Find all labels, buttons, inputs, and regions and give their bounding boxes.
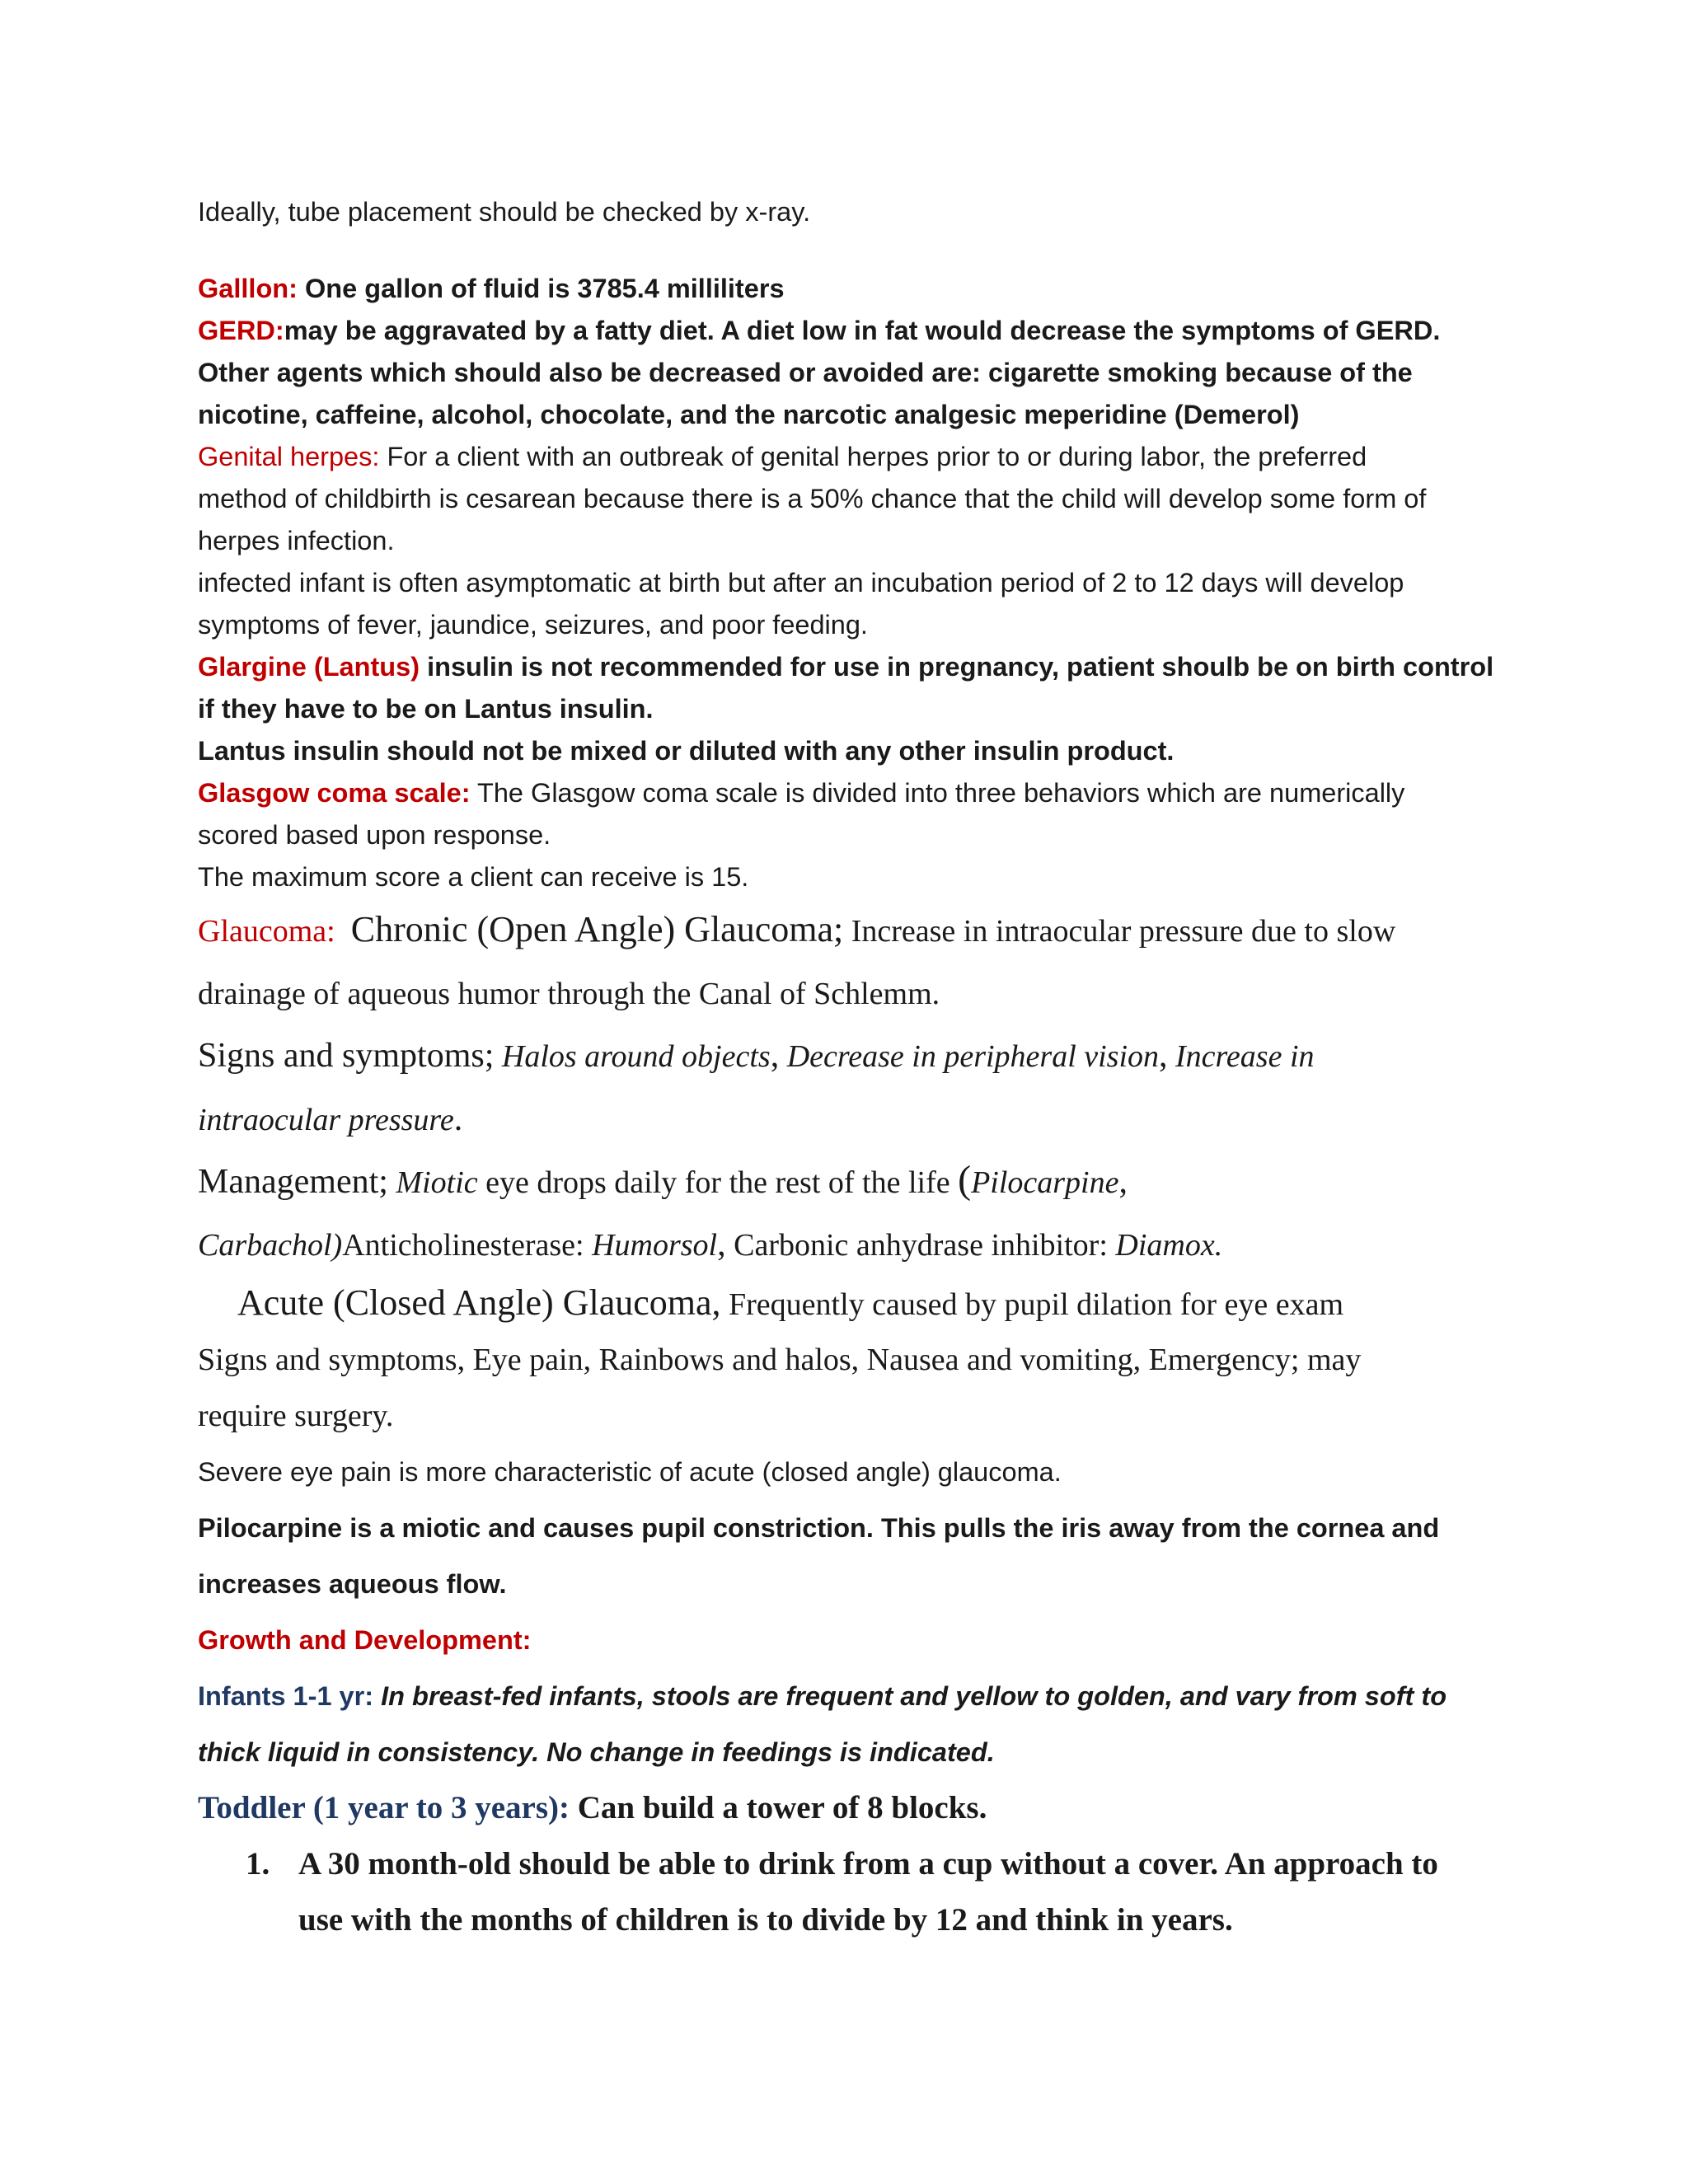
herpes-term: Genital herpes: bbox=[198, 442, 380, 471]
herpes-line-4: infected infant is often asymptomatic at birth but after an incubation period of 2 to 12 days will develop bbox=[198, 568, 1404, 598]
list-item-line-2: use with the months of children is to divide by 12 and think in years. bbox=[298, 1902, 1233, 1938]
gallon-text: One gallon of fluid is 3785.4 milliliters bbox=[297, 274, 785, 303]
document-content bbox=[198, 191, 1500, 1948]
management-miotic: Miotic bbox=[387, 1165, 478, 1200]
glargine-line-1: insulin is not recommended for use in pregnancy, patient shoulb be on birth control bbox=[420, 652, 1494, 682]
infants-entry bbox=[198, 1668, 1500, 1724]
herpes-line-3: herpes infection. bbox=[198, 526, 395, 555]
list-item-line-1: A 30 month-old should be able to drink from a cup without a cover. An approach to bbox=[298, 1846, 1438, 1882]
glasgow-term: Glasgow coma scale: bbox=[198, 778, 471, 808]
glargine-term: Glargine (Lantus) bbox=[198, 652, 420, 682]
management-paren: ( bbox=[958, 1158, 972, 1202]
management-carbonic: Carbonic anhydrase inhibitor: bbox=[725, 1228, 1116, 1263]
chronic-glaucoma-title: Chronic (Open Angle) Glaucoma; bbox=[350, 909, 844, 949]
symptom-comma-2: , bbox=[1159, 1037, 1168, 1075]
toddler-entry bbox=[198, 1780, 1500, 1836]
gallon-entry bbox=[198, 268, 1500, 310]
signs-semicolon: ; bbox=[484, 1037, 495, 1075]
list-item bbox=[198, 1836, 1500, 1948]
glasgow-line-1: The Glasgow coma scale is divided into three behaviors which are numerically bbox=[470, 778, 1405, 808]
management-anticholinesterase: Anticholinesterase: bbox=[342, 1228, 593, 1263]
gerd-line-3: nicotine, caffeine, alcohol, chocolate, and the narcotic analgesic meperidine (Demerol) bbox=[198, 400, 1300, 429]
glaucoma-entry bbox=[198, 898, 1500, 963]
list-item-number: 1. bbox=[246, 1846, 270, 1882]
pilocarpine-line-1: Pilocarpine is a miotic and causes pupil constriction. This pulls the iris away from the cornea and bbox=[198, 1513, 1440, 1543]
management-semicolon: ; bbox=[378, 1163, 388, 1201]
management-label: Management bbox=[198, 1163, 379, 1201]
infants-line-1: In breast-fed infants, stools are frequent and yellow to golden, and vary from soft to bbox=[373, 1681, 1447, 1711]
acute-glaucoma-title: Acute (Closed Angle) Glaucoma, bbox=[237, 1282, 721, 1323]
symptom-pressure-cont: intraocular pressure bbox=[198, 1103, 454, 1137]
chronic-glaucoma-desc: Increase in intraocular pressure due to slow bbox=[843, 914, 1396, 949]
chronic-signs-symptoms bbox=[198, 1025, 1500, 1088]
management-carbachol: Carbachol) bbox=[198, 1228, 343, 1263]
management-text: eye drops daily for the rest of the life bbox=[477, 1165, 959, 1200]
management-comma: , bbox=[1118, 1163, 1128, 1201]
gerd-entry bbox=[198, 310, 1500, 352]
management-comma-2: , bbox=[717, 1226, 726, 1263]
symptom-pressure: Increase in bbox=[1167, 1039, 1315, 1074]
spacer bbox=[198, 233, 1500, 268]
herpes-entry bbox=[198, 436, 1500, 478]
management-line-2 bbox=[198, 1213, 1500, 1276]
acute-glaucoma-entry bbox=[198, 1276, 1500, 1332]
chronic-glaucoma-line-2: drainage of aqueous humor through the Canal of Schlemm. bbox=[198, 977, 940, 1011]
gallon-term: Galllon bbox=[198, 274, 289, 303]
glasgow-entry bbox=[198, 772, 1500, 814]
symptom-period: . bbox=[453, 1100, 463, 1138]
herpes-line-2: method of childbirth is cesarean because there is a 50% chance that the child will develop some form of bbox=[198, 484, 1427, 513]
gallon-colon: : bbox=[288, 274, 298, 303]
gerd-term: GERD: bbox=[198, 316, 284, 345]
management-pilocarpine: Pilocarpine bbox=[971, 1165, 1119, 1200]
glasgow-line-2: scored based upon response. bbox=[198, 820, 551, 850]
toddler-list bbox=[198, 1836, 1500, 1948]
growth-heading: Growth and Development: bbox=[198, 1625, 532, 1655]
toddler-label: Toddler (1 year to 3 years): bbox=[198, 1790, 570, 1825]
symptom-comma-1: , bbox=[770, 1037, 780, 1075]
management-humorsol: Humorsol bbox=[592, 1228, 718, 1263]
glargine-line-3: Lantus insulin should not be mixed or diluted with any other insulin product. bbox=[198, 736, 1175, 766]
gerd-line-2: Other agents which should also be decreased or avoided are: cigarette smoking because of the bbox=[198, 358, 1413, 387]
glargine-entry bbox=[198, 646, 1500, 688]
management-diamox: Diamox. bbox=[1115, 1228, 1223, 1263]
herpes-line-5: symptoms of fever, jaundice, seizures, and poor feeding. bbox=[198, 610, 868, 640]
glasgow-line-3: The maximum score a client can receive is 15. bbox=[198, 862, 749, 892]
infants-label: Infants 1-1 yr: bbox=[198, 1681, 374, 1711]
chronic-signs-line-2 bbox=[198, 1088, 1500, 1151]
acute-glaucoma-desc: Frequently caused by pupil dilation for eye exam bbox=[720, 1287, 1344, 1322]
tube-placement-text: Ideally, tube placement should be checked by x-ray. bbox=[198, 197, 811, 227]
pilocarpine-line-2: increases aqueous flow. bbox=[198, 1569, 507, 1599]
symptom-peripheral: Decrease in peripheral vision bbox=[779, 1039, 1160, 1074]
infants-line-2: thick liquid in consistency. No change in feedings is indicated. bbox=[198, 1737, 995, 1767]
signs-label: Signs and symptoms bbox=[198, 1037, 485, 1075]
toddler-text: Can build a tower of 8 blocks. bbox=[569, 1790, 987, 1825]
symptom-halos: Halos around objects bbox=[494, 1039, 771, 1074]
acute-signs-line-2: require surgery. bbox=[198, 1399, 394, 1433]
acute-signs-line-1: Signs and symptoms, Eye pain, Rainbows and halos, Nausea and vomiting, Emergency; may bbox=[198, 1343, 1362, 1377]
glaucoma-term: Glaucoma: bbox=[198, 914, 335, 949]
glargine-line-2: if they have to be on Lantus insulin. bbox=[198, 694, 654, 724]
severe-eye-pain-text: Severe eye pain is more characteristic of acute (closed angle) glaucoma. bbox=[198, 1457, 1062, 1487]
management-line bbox=[198, 1151, 1500, 1213]
gerd-line-1: may be aggravated by a fatty diet. A diet low in fat would decrease the symptoms of GERD. bbox=[284, 316, 1441, 345]
herpes-line-1: For a client with an outbreak of genital herpes prior to or during labor, the preferred bbox=[379, 442, 1367, 471]
